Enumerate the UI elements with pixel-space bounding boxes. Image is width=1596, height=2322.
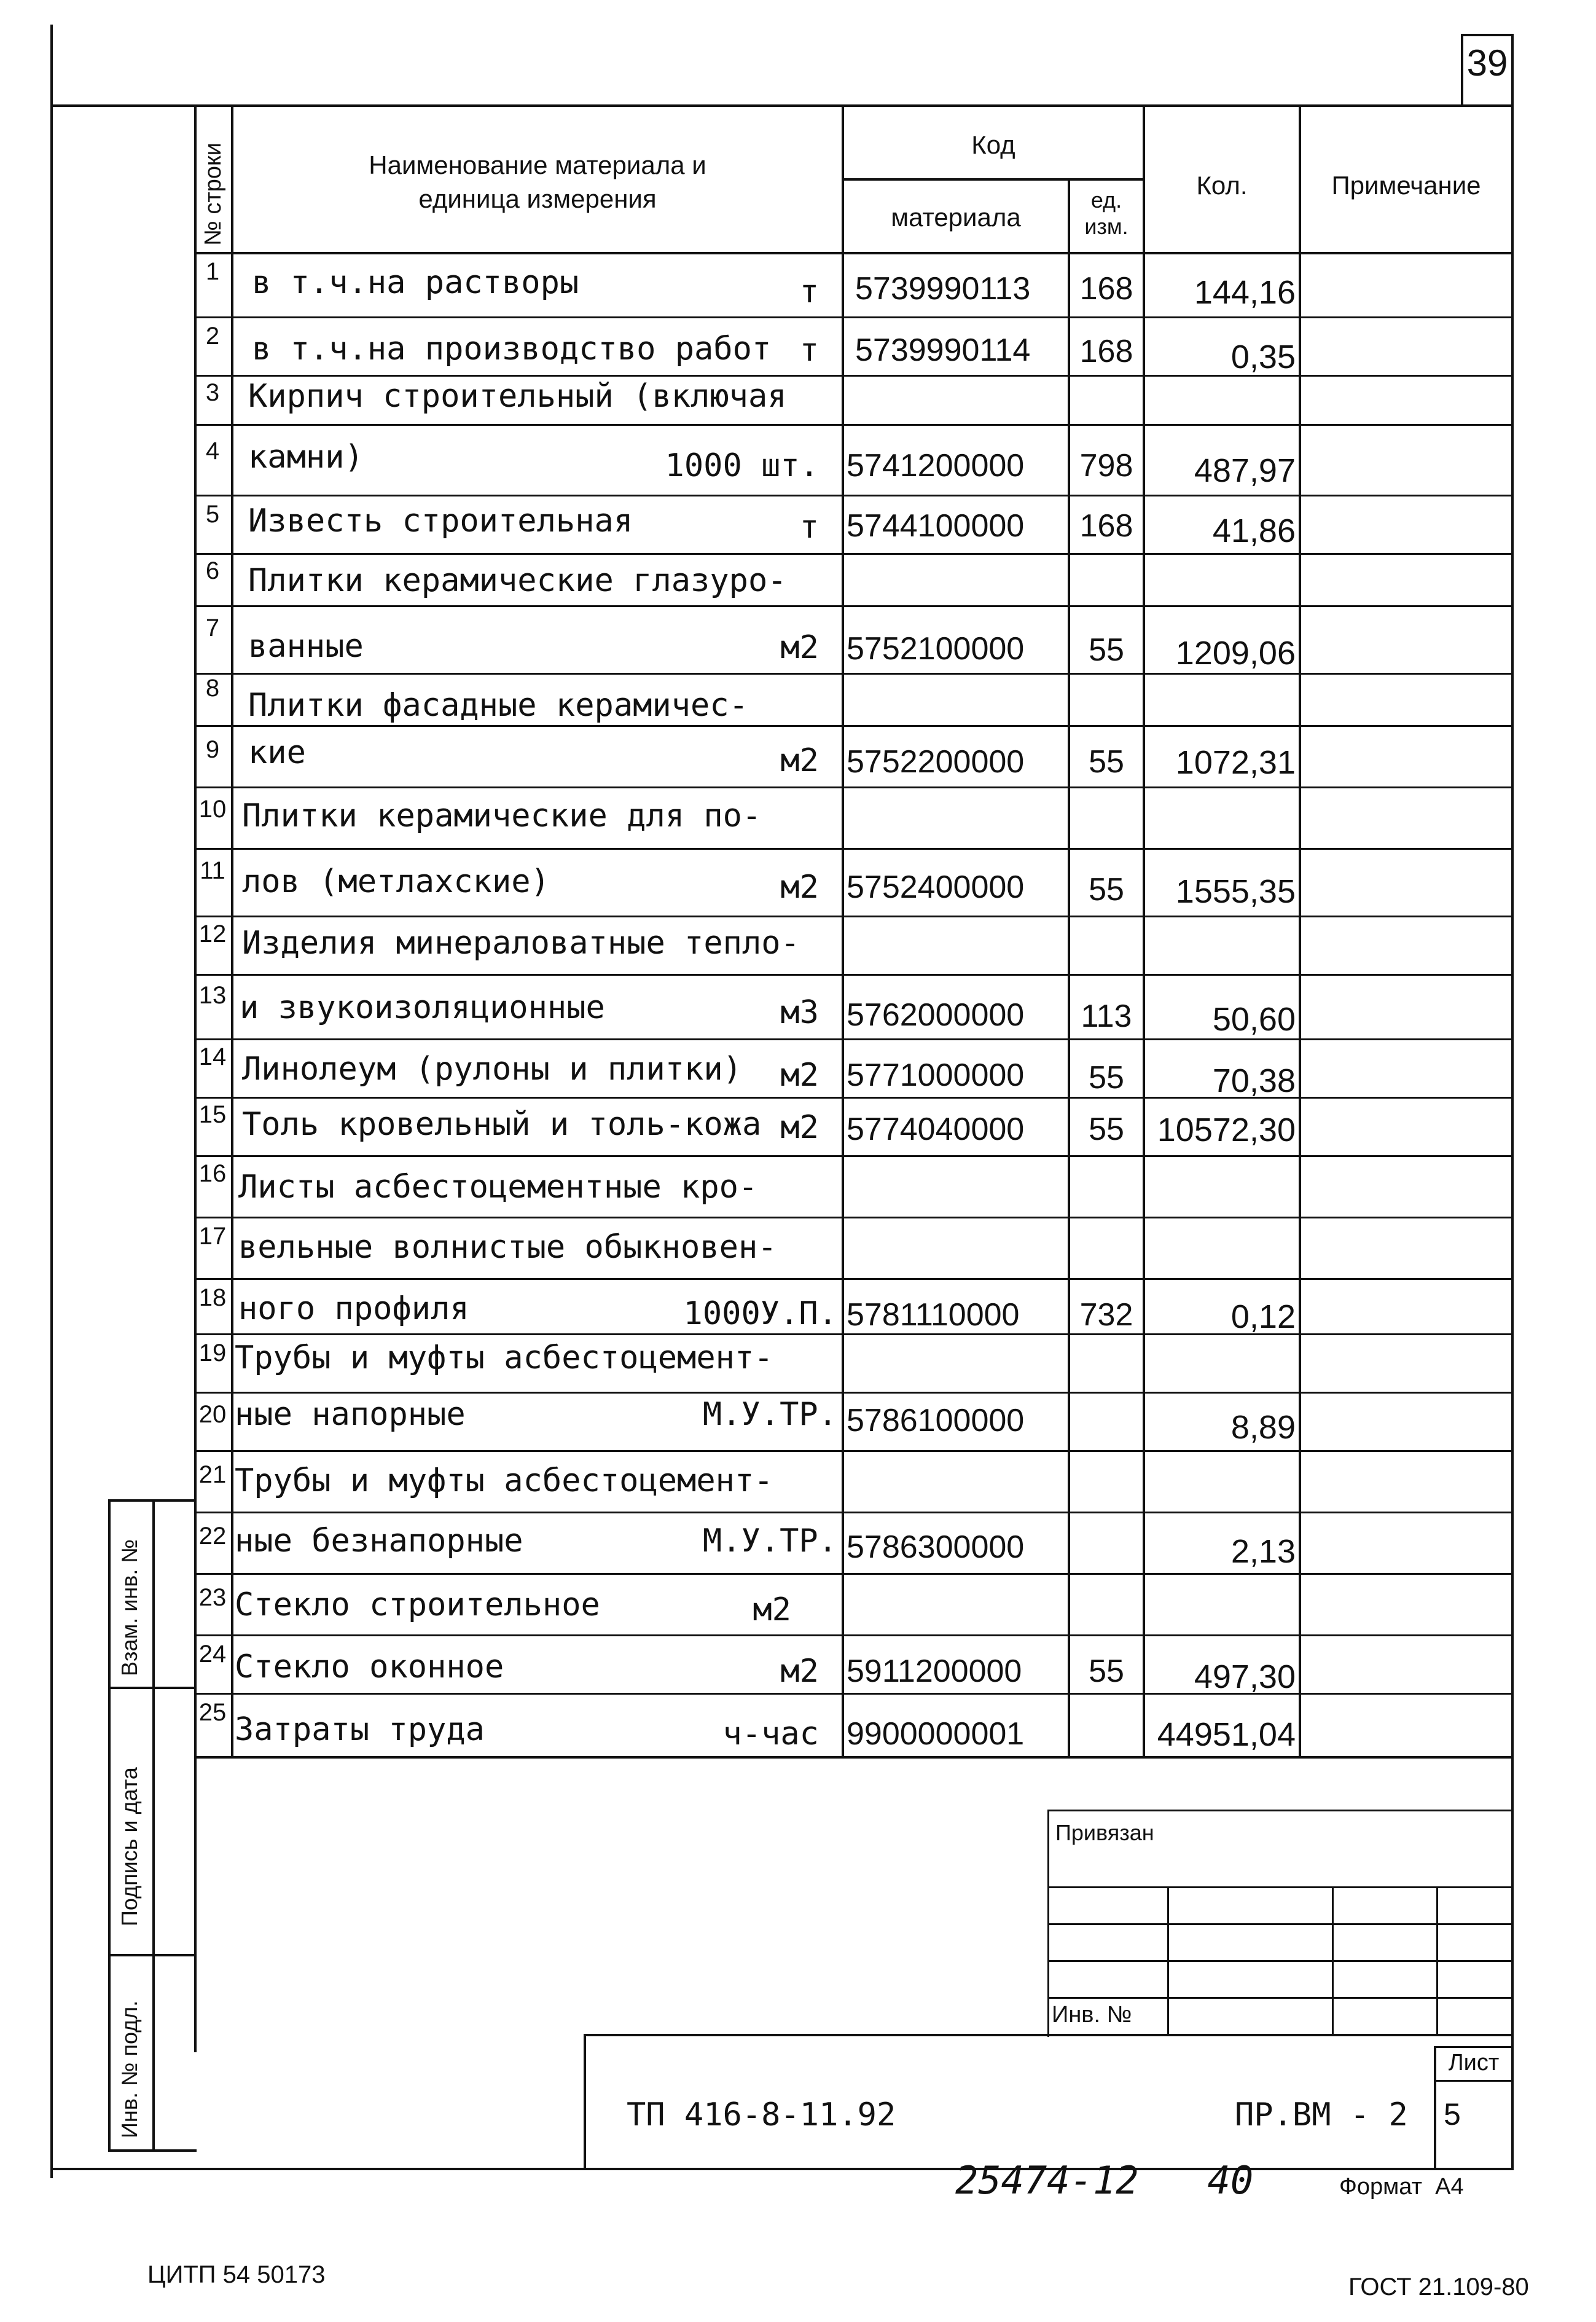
stamp-privyazan: Привязан	[1055, 1820, 1154, 1845]
row-line	[194, 605, 1512, 607]
row-number: 12	[198, 920, 227, 947]
sheet-number-box-top	[1461, 34, 1514, 36]
row-name: Линолеум (рулоны и плитки)	[242, 1051, 742, 1088]
row-qty: 50,60	[1212, 1001, 1296, 1038]
frame-bottom	[50, 2168, 1514, 2170]
stamp-inv-no: Инв. №	[1052, 2002, 1132, 2028]
row-line	[194, 495, 1512, 496]
row-qty: 8,89	[1230, 1409, 1296, 1446]
row-unit: м2	[780, 869, 819, 906]
footer-handwritten-number: 25474-12 40	[955, 2158, 1254, 2203]
row-name: Стекло оконное	[235, 1649, 504, 1685]
row-code: 5771000000	[847, 1057, 1025, 1093]
row-number: 16	[198, 1160, 227, 1187]
frame-right	[1511, 104, 1514, 2169]
row-name: Плитки керамические для по-	[242, 798, 762, 834]
row-qty: 1072,31	[1175, 744, 1296, 781]
row-name: камни)	[248, 439, 364, 476]
row-name: Трубы и муфты асбестоцемент-	[235, 1462, 773, 1499]
stamp-mark: ПР.ВМ - 2	[1235, 2096, 1408, 2133]
row-number: 2	[205, 323, 220, 350]
footer-publisher: ЦИТП 54 50173	[147, 2261, 326, 2288]
row-code: 5911200000	[847, 1653, 1022, 1689]
row-qty: 144,16	[1194, 274, 1296, 311]
row-name: и звукоизоляционные	[240, 989, 605, 1026]
footer-format: Формат А4	[1339, 2174, 1464, 2200]
row-ed: 168	[1079, 334, 1133, 369]
row-unit: м2	[780, 629, 819, 666]
header-code-unit-2: изм.	[1084, 214, 1129, 239]
row-unit: т	[799, 509, 819, 546]
header-code-unit-1: ед.	[1090, 187, 1122, 213]
row-code: 5774040000	[847, 1112, 1025, 1147]
row-ed: 798	[1079, 448, 1133, 484]
row-name: лов (метлахские)	[242, 863, 550, 900]
row-unit: 1000 шт.	[665, 447, 819, 484]
row-code: 5739990114	[855, 332, 1031, 368]
row-name: ного профиля	[238, 1290, 469, 1327]
row-unit: 1000У.П.	[683, 1295, 837, 1332]
row-line	[194, 1333, 1512, 1335]
stamp-list-div	[1434, 2080, 1512, 2082]
row-name: кие	[248, 734, 306, 771]
row-line	[194, 673, 1512, 675]
row-name: в т.ч.на растворы	[252, 264, 579, 301]
table-bottom	[194, 1756, 1512, 1759]
side-label-vzam: Взам. инв. №	[117, 1539, 142, 1676]
row-number: 8	[205, 675, 220, 702]
stamp-list-label: Лист	[1448, 2050, 1500, 2076]
row-number: 13	[198, 982, 227, 1009]
row-name: Затраты труда	[235, 1711, 485, 1748]
row-number: 18	[198, 1284, 227, 1311]
stamp-list-no: 5	[1444, 2097, 1461, 2132]
row-name: в т.ч.на производство работ	[252, 331, 772, 367]
stamp-privyazan-col-2	[1332, 1886, 1334, 2034]
stamp-privyazan-row-1	[1047, 1886, 1512, 1888]
row-qty: 44951,04	[1157, 1716, 1296, 1753]
header-qty: Кол.	[1196, 171, 1248, 200]
side-strip-bottom	[108, 2149, 197, 2152]
row-line	[194, 786, 1512, 788]
side-strip-div-2	[108, 1954, 197, 1956]
table-col-line-2	[842, 104, 844, 1757]
row-unit: ч-час	[722, 1716, 819, 1752]
header-bottom	[194, 252, 1512, 254]
side-strip-left	[108, 1499, 111, 2151]
row-number: 17	[198, 1223, 227, 1250]
row-code: 5781110000	[847, 1297, 1020, 1333]
row-line	[194, 1634, 1512, 1636]
header-row-no: № строки	[200, 143, 226, 246]
stamp-privyazan-col-1	[1167, 1886, 1169, 2034]
stamp-list-top	[1434, 2046, 1512, 2048]
row-number: 4	[205, 437, 220, 465]
row-code: 5741200000	[847, 448, 1025, 484]
row-unit: м2	[780, 1109, 819, 1146]
row-name: ные безнапорные	[235, 1523, 523, 1559]
row-qty: 1209,06	[1175, 635, 1296, 672]
table-col-line-1	[231, 104, 233, 1757]
row-ed: 55	[1089, 1060, 1124, 1096]
row-line	[194, 1155, 1512, 1157]
row-line	[194, 1693, 1512, 1695]
row-number: 25	[198, 1699, 227, 1726]
row-qty: 0,12	[1230, 1298, 1296, 1335]
sheet-number: 39	[1466, 42, 1508, 84]
row-line	[194, 725, 1512, 727]
row-name: Плитки фасадные керамичес-	[248, 687, 748, 724]
table-col-line-3	[1068, 178, 1070, 1757]
row-number: 1	[205, 258, 220, 285]
row-name: ванные	[248, 628, 364, 665]
table-col-line-5	[1299, 104, 1301, 1757]
header-name-line1: Наименование материала и	[369, 151, 706, 179]
row-line	[194, 1097, 1512, 1099]
row-number: 3	[205, 379, 220, 406]
row-number: 7	[205, 614, 220, 641]
row-number: 9	[205, 736, 220, 763]
stamp-privyazan-top	[1047, 1810, 1512, 1811]
row-ed: 55	[1089, 1112, 1124, 1147]
row-line	[194, 1512, 1512, 1513]
row-line	[194, 1217, 1512, 1218]
row-name: Толь кровельный и толь-кожа	[242, 1106, 762, 1143]
row-number: 20	[198, 1401, 227, 1428]
row-unit: М.У.ТР.	[702, 1523, 837, 1559]
side-label-inv-podl: Инв. № подл.	[117, 2000, 142, 2138]
row-ed: 168	[1079, 271, 1133, 307]
side-strip-div-1	[108, 1687, 197, 1689]
row-qty: 41,86	[1212, 512, 1296, 549]
side-strip-inner	[152, 1499, 155, 2151]
row-number: 6	[205, 557, 220, 584]
row-line	[194, 1278, 1512, 1280]
row-number: 24	[198, 1641, 227, 1668]
row-name: Листы асбестоцементные кро-	[238, 1169, 758, 1206]
row-code: 5739990113	[855, 271, 1031, 307]
row-name: вельные волнистые обыкновен-	[238, 1229, 777, 1266]
header-code-divider	[842, 178, 1144, 181]
row-qty: 10572,30	[1157, 1112, 1296, 1148]
row-ed: 732	[1079, 1297, 1133, 1333]
row-number: 5	[205, 501, 220, 528]
row-line	[194, 375, 1512, 377]
row-name: Стекло строительное	[235, 1587, 600, 1623]
row-code: 5786100000	[847, 1403, 1025, 1438]
row-line	[194, 1450, 1512, 1452]
row-qty: 0,35	[1230, 339, 1296, 375]
footer-gost: ГОСТ 21.109-80	[1348, 2273, 1529, 2300]
row-unit: м2	[780, 1057, 819, 1094]
sheet-number-box-right	[1511, 34, 1514, 106]
row-qty: 487,97	[1194, 452, 1296, 489]
stamp-privyazan-row-4	[1047, 1997, 1512, 1999]
row-unit: м3	[780, 994, 819, 1031]
row-number: 21	[198, 1461, 227, 1488]
row-name: Трубы и муфты асбестоцемент-	[235, 1339, 773, 1376]
header-code: Код	[971, 130, 1015, 159]
row-code: 5762000000	[847, 997, 1025, 1033]
row-qty: 70,38	[1212, 1062, 1296, 1099]
row-name: ные напорные	[235, 1396, 466, 1433]
row-name: Известь строительная	[248, 503, 633, 539]
sheet-number-box-left	[1461, 34, 1463, 106]
frame-top	[50, 104, 1512, 107]
row-line	[194, 974, 1512, 976]
frame-left	[50, 25, 53, 2178]
row-qty: 2,13	[1230, 1533, 1296, 1570]
row-unit: м2	[753, 1591, 791, 1628]
row-qty: 1555,35	[1175, 873, 1296, 910]
row-number: 10	[198, 796, 227, 823]
row-line	[194, 316, 1512, 318]
header-name-line2: единица измерения	[418, 184, 657, 213]
row-number: 14	[198, 1043, 227, 1070]
row-unit: М.У.ТР.	[702, 1396, 837, 1433]
row-unit: м2	[780, 1653, 819, 1690]
row-line	[194, 1573, 1512, 1575]
side-label-podpis: Подпись и дата	[117, 1767, 142, 1926]
row-line	[194, 1392, 1512, 1394]
row-ed: 168	[1079, 508, 1133, 544]
row-line	[194, 916, 1512, 917]
row-code: 5752400000	[847, 869, 1025, 905]
row-ed: 55	[1089, 1653, 1124, 1689]
stamp-main-top	[584, 2034, 1512, 2036]
row-number: 11	[200, 857, 225, 884]
row-ed: 55	[1089, 744, 1124, 780]
row-name: Кирпич строительный (включая	[248, 378, 787, 415]
row-ed: 55	[1089, 632, 1124, 668]
row-name: Изделия минераловатные тепло-	[242, 925, 800, 962]
row-code: 9900000001	[847, 1716, 1025, 1752]
row-qty: 497,30	[1194, 1658, 1296, 1695]
row-number: 22	[198, 1523, 227, 1550]
header-note: Примечание	[1331, 171, 1481, 200]
row-unit: м2	[780, 742, 819, 779]
stamp-privyazan-row-3	[1047, 1960, 1512, 1962]
stamp-privyazan-row-2	[1047, 1923, 1512, 1925]
row-unit: т	[799, 273, 819, 310]
stamp-privyazan-col-3	[1436, 1886, 1438, 2034]
row-ed: 113	[1081, 998, 1132, 1034]
row-number: 15	[198, 1101, 227, 1128]
row-line	[194, 848, 1512, 850]
row-line	[194, 553, 1512, 555]
row-name: Плитки керамические глазуро-	[248, 562, 787, 599]
row-number: 23	[198, 1584, 227, 1611]
row-ed: 55	[1089, 872, 1124, 908]
row-code: 5786300000	[847, 1529, 1025, 1565]
row-line	[194, 1038, 1512, 1040]
row-unit: т	[799, 332, 819, 369]
row-code: 5752200000	[847, 744, 1025, 780]
header-code-material: материала	[891, 203, 1021, 232]
row-number: 19	[198, 1339, 227, 1367]
row-code: 5752100000	[847, 631, 1025, 667]
row-line	[194, 424, 1512, 426]
row-code: 5744100000	[847, 508, 1025, 544]
stamp-main-left	[584, 2034, 586, 2169]
stamp-doc-code: ТП 416-8-11.92	[627, 2096, 896, 2133]
